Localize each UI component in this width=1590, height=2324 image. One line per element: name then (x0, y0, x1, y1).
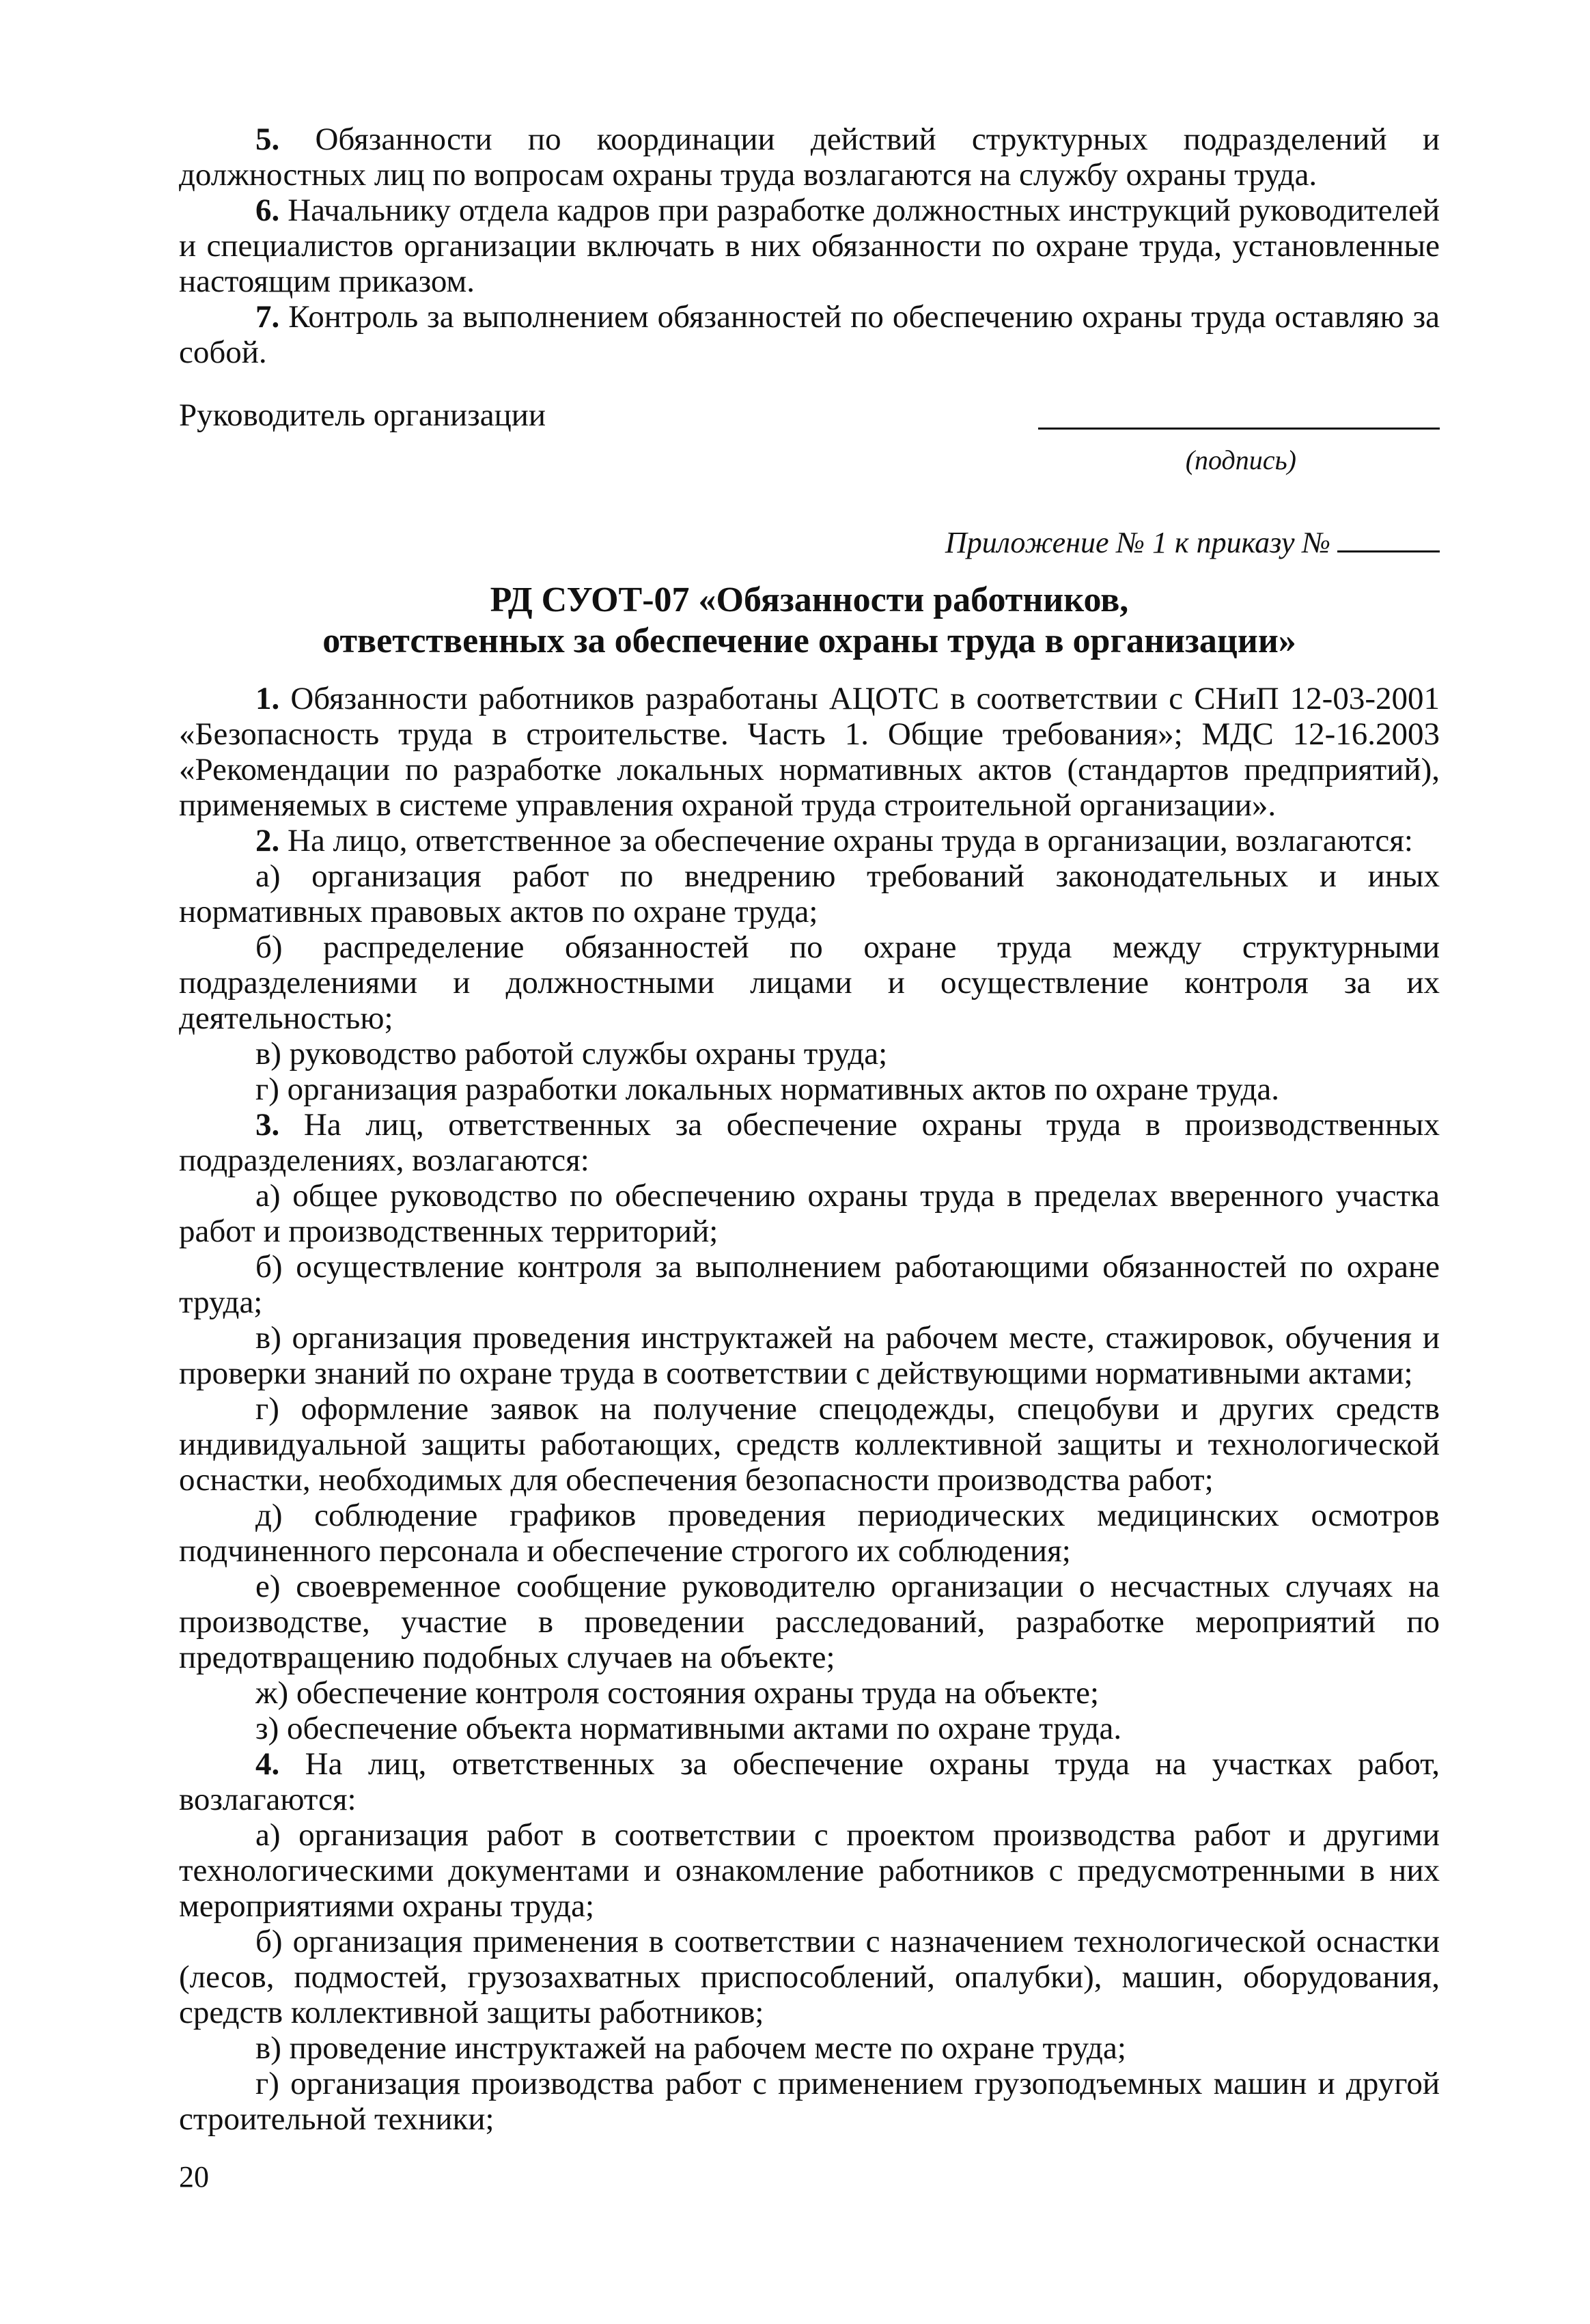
body-paragraph (179, 1817, 1440, 1924)
page-number: 20 (179, 2160, 209, 2194)
paragraph-text: д) соблюдение графиков проведения периодических медицинских осмотров подчиненного персонала и обеспечение строгого их соблюдения; (179, 1498, 1440, 1569)
appendix-number-blank (1337, 524, 1440, 552)
body-paragraph (179, 1178, 1440, 1249)
paragraph-text: б) распределение обязанностей по охране труда между структурными подразделениями и должностными лицами и осуществление контроля за их деятельностью; (179, 929, 1440, 1036)
body-paragraph (179, 1675, 1440, 1711)
body-paragraph (179, 1072, 1440, 1107)
paragraph-5 (179, 122, 1440, 193)
title-gap (179, 662, 1440, 681)
body-paragraphs (179, 681, 1440, 2137)
paragraph-text: а) общее руководство по обеспечению охраны труда в пределах вверенного участка работ и производственных территорий; (179, 1178, 1440, 1249)
paragraph-text: г) оформление заявок на получение спецодежды, спецобуви и других средств индивидуальной защиты работающих, средств коллективной защиты и технологической оснастки, необходимых для обеспечения безопасности производства работ; (179, 1391, 1440, 1498)
title-line-2: ответственных за обеспечение охраны труда в организации» (322, 621, 1296, 660)
paragraph-text: Обязанности по координации действий структурных подразделений и должностных лиц по вопросам охраны труда возлагаются на службу охраны труда. (179, 122, 1440, 193)
body-paragraph (179, 1249, 1440, 1320)
paragraph-7 (179, 299, 1440, 370)
document-content (179, 122, 1440, 2137)
body-paragraph (179, 2066, 1440, 2137)
paragraph-text: г) организация производства работ с применением грузоподъемных машин и другой строительной техники; (179, 2066, 1440, 2137)
paragraph-text: На лиц, ответственных за обеспечение охраны труда на участках работ, возлагаются: (179, 1746, 1440, 1817)
appendix-label-text: Приложение № 1 к приказу № (945, 526, 1330, 559)
body-paragraph (179, 1107, 1440, 1178)
signature-caption: (подпись) (1185, 445, 1296, 475)
body-paragraph (179, 1320, 1440, 1391)
paragraph-text: а) организация работ по внедрению требований законодательных и иных нормативных правовых актов по охране труда; (179, 858, 1440, 929)
body-paragraph (179, 1391, 1440, 1498)
body-paragraph (179, 1924, 1440, 2030)
title-line-1: РД СУОТ-07 «Обязанности работников, (490, 580, 1129, 619)
paragraph-number: 6. (255, 193, 280, 228)
paragraph-text: б) организация применения в соответствии с назначением технологической оснастки (лесов, подмостей, грузозахватных приспособлений, опалубки), машин, оборудования, средств коллективной защиты работников; (179, 1924, 1440, 2030)
paragraph-number: 4. (255, 1746, 280, 1782)
paragraph-text: з) обеспечение объекта нормативными актами по охране труда. (255, 1711, 1122, 1746)
paragraph-text: в) руководство работой службы охраны труда; (255, 1036, 888, 1072)
signature-line (1038, 428, 1440, 430)
signature-row (179, 397, 1440, 436)
paragraph-text: в) проведение инструктажей на рабочем месте по охране труда; (255, 2030, 1126, 2066)
document-title (179, 580, 1440, 662)
paragraph-text: На лицо, ответственное за обеспечение охраны труда в организации, возлагаются: (279, 823, 1413, 858)
body-paragraph (179, 681, 1440, 823)
top-paragraphs (179, 122, 1440, 370)
paragraph-number: 2. (255, 823, 280, 858)
body-paragraph (179, 823, 1440, 858)
paragraph-text: Начальнику отдела кадров при разработке должностных инструкций руководителей и специалистов организации включать в них обязанности по охране труда, установленные настоящим приказом. (179, 193, 1440, 299)
body-paragraph (179, 1036, 1440, 1072)
paragraph-number: 5. (255, 122, 280, 157)
body-paragraph (179, 1498, 1440, 1569)
paragraph-text: г) организация разработки локальных нормативных актов по охране труда. (255, 1072, 1280, 1107)
paragraph-text: На лиц, ответственных за обеспечение охраны труда в производственных подразделениях, возлагаются: (179, 1107, 1440, 1178)
paragraph-number: 1. (255, 681, 280, 716)
paragraph-text: Контроль за выполнением обязанностей по обеспечению охраны труда оставляю за собой. (179, 299, 1440, 370)
paragraph-text: б) осуществление контроля за выполнением работающими обязанностей по охране труда; (179, 1249, 1440, 1320)
body-paragraph (179, 1569, 1440, 1675)
paragraph-text: Обязанности работников разработаны АЦОТС в соответствии с СНиП 12-03-2001 «Безопасность труда в строительстве. Часть 1. Общие требования»; МДС 12-16.2003 «Рекомендации по разработке локальных нормативных актов (стандартов предприятий), применяемых в системе управления охраной труда строительной организации». (179, 681, 1440, 823)
paragraph-text: в) организация проведения инструктажей на рабочем месте, стажировок, обучения и проверки знаний по охране труда в соответствии с действующими нормативными актами; (179, 1320, 1440, 1391)
paragraph-6 (179, 193, 1440, 299)
paragraph-number: 7. (255, 299, 280, 335)
appendix-label (179, 524, 1440, 561)
signature-label: Руководитель организации (179, 397, 546, 433)
body-paragraph (179, 1746, 1440, 1817)
paragraph-text: а) организация работ в соответствии с проектом производства работ и другими технологическими документами и ознакомление работников с предусмотренными в них мероприятиями охраны труда; (179, 1817, 1440, 1924)
paragraph-text: ж) обеспечение контроля состояния охраны труда на объекте; (255, 1675, 1100, 1711)
body-paragraph (179, 1711, 1440, 1746)
body-paragraph (179, 2030, 1440, 2066)
body-paragraph (179, 858, 1440, 929)
body-paragraph (179, 929, 1440, 1036)
paragraph-number: 3. (255, 1107, 280, 1143)
paragraph-text: е) своевременное сообщение руководителю организации о несчастных случаях на производстве, участие в проведении расследований, разработке мероприятий по предотвращению подобных случаев на объекте; (179, 1569, 1440, 1675)
